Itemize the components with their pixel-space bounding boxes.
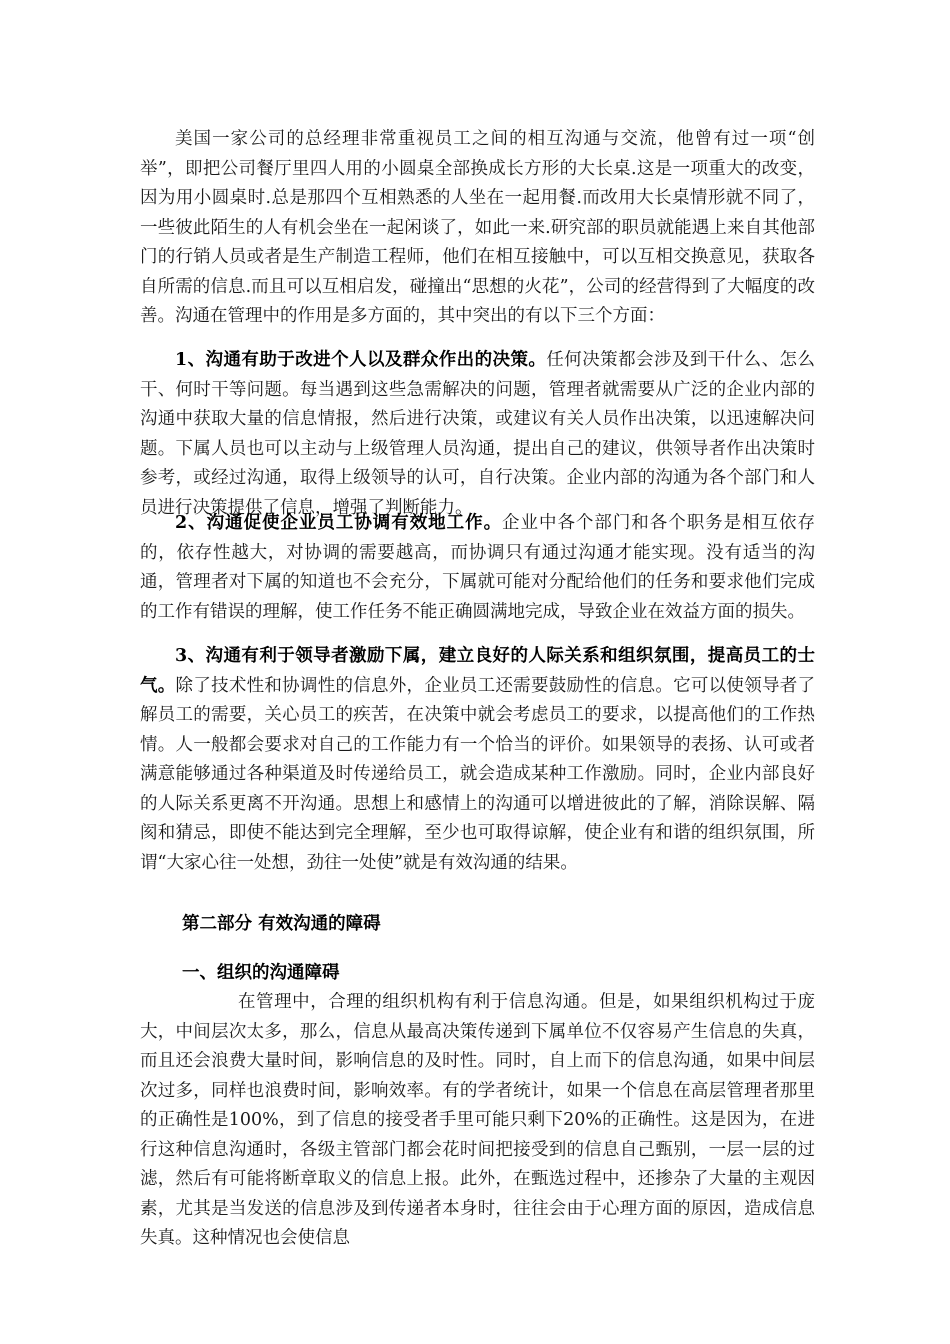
point-2-title: 2、沟通促使企业员工协调有效地工作。 bbox=[175, 513, 503, 533]
point-2-paragraph bbox=[140, 509, 815, 627]
point-3-body: 除了技术性和协调性的信息外，企业员工还需要鼓励性的信息。它可以使领导者了解员工的需要，关心员工的疾苦，在决策中就会考虑员工的要求，以提高他们的工作热情。人一般都会要求对自己的工作能力有一个恰当的评价。如果领导的表扬、认可或者满意能够通过各种渠道及时传递给员工，就会造成某种工作激励。同时，企业内部良好的人际关系更离不开沟通。思想上和感情上的沟通可以增进彼此的了解，消除误解、隔阂和猜忌，即使不能达到完全理解，至少也可取得谅解，使企业有和谐的组织氛围，所谓“大家心往一处想，劲往一处使”就是有效沟通的结果。 bbox=[140, 675, 816, 873]
point-1-paragraph bbox=[140, 346, 815, 523]
point-1-body: 任何决策都会涉及到干什么、怎么干、何时干等问题。每当遇到这些急需解决的问题，管理者就需要从广泛的企业内部的沟通中获取大量的信息情报，然后进行决策，或建议有关人员作出决策，以迅速解决问题。下属人员也可以主动与上级管理人员沟通，提出自己的建议，供领导者作出决策时参考，或经过沟通，取得上级领导的认可，自行决策。企业内部的沟通为各个部门和人员进行决策提供了信息，增强了判断能力。 bbox=[140, 350, 815, 518]
part-2-heading: 第二部分 有效沟通的障碍 bbox=[182, 914, 381, 934]
point-2-body: 企业中各个部门和各个职务是相互依存的，依存性越大，对协调的需要越高，而协调只有通过沟通才能实现。没有适当的沟通，管理者对下属的知道也不会充分，下属就可能对分配给他们的任务和要求他们完成的工作有错误的理解，使工作任务不能正确圆满地完成，导致企业在效益方面的损失。 bbox=[140, 513, 815, 622]
point-3-title: 3、沟通有利于领导者激励下属，建立良好的人际关系和组织氛围，提高员工的士气。 bbox=[140, 646, 815, 696]
point-3-paragraph bbox=[140, 642, 815, 878]
point-1-title: 1、沟通有助于改进个人以及群众作出的决策。 bbox=[175, 350, 547, 370]
section-1-paragraph: 在管理中，合理的组织机构有利于信息沟通。但是，如果组织机构过于庞大，中间层次太多，那么，信息从最高决策传递到下属单位不仅容易产生信息的失真，而且还会浪费大量时间，影响信息的及时性。同时，自上而下的信息沟通，如果中间层次过多，同样也浪费时间，影响效率。有的学者统计，如果一个信息在高层管理者那里的正确性是100%，到了信息的接受者手里可能只剩下20%的正确性。这是因为，在进行这种信息沟通时，各级主管部门都会花时间把接受到的信息自己甄别，一层一层的过滤，然后有可能将断章取义的信息上报。此外，在甄选过程中，还掺杂了大量的主观因素，尤其是当发送的信息涉及到传递者本身时，往往会由于心理方面的原因，造成信息失真。这种情况也会使信息 bbox=[140, 992, 815, 1248]
intro-paragraph: 美国一家公司的总经理非常重视员工之间的相互沟通与交流，他曾有过一项“创举”，即把公司餐厅里四人用的小圆桌全部换成长方形的大长桌.这是一项重大的改变，因为用小圆桌时.总是那四个互相熟悉的人坐在一起用餐.而改用大长桌情形就不同了，一些彼此陌生的人有机会坐在一起闲谈了，如此一来.研究部的职员就能遇上来自其他部门的行销人员或者是生产制造工程师，他们在相互接触中，可以互相交换意见，获取各自所需的信息.而且可以互相启发，碰撞出“思想的火花”，公司的经营得到了大幅度的改善。沟通在管理中的作用是多方面的，其中突出的有以下三个方面： bbox=[140, 129, 815, 326]
section-1-heading: 一、组织的沟通障碍 bbox=[182, 963, 340, 983]
